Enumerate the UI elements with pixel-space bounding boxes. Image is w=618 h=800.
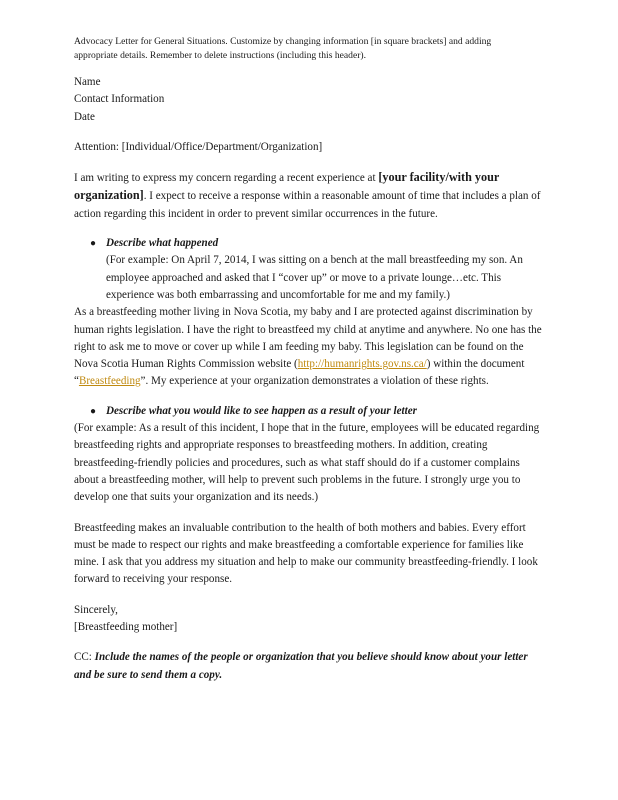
cc-label: CC: [74, 651, 95, 664]
letter-body [74, 35, 546, 684]
sender-contact: Contact Information [74, 93, 165, 106]
breastfeeding-document-link[interactable]: Breastfeeding [78, 375, 141, 388]
intro-post: . I expect to receive a response within a reasonable amount of time that includes a plan of action regarding this incident in order to prevent similar occurrences in the future. [74, 190, 541, 220]
sincerely-text: Sincerely, [74, 603, 118, 616]
instructions-header [74, 35, 546, 62]
bullet-desired-outcome [74, 403, 546, 420]
closing-paragraph: Breastfeeding makes an invaluable contribution to the health of both mothers and babies. Every effort must be made to respect our rights and make breastfeeding a comfortable experience for families like mine. I ask that you address my situation and help to make our community breastfeeding-friendly. I look forward to receiving your response. [74, 521, 538, 586]
bullet-icon: ● [90, 238, 97, 250]
bullet1-heading: Describe what happened [106, 237, 219, 250]
bullet-icon: ● [90, 405, 97, 417]
intro-pre: I am writing to express my concern regarding a recent experience at [74, 172, 379, 185]
bullet2-heading: Describe what you would like to see happen as a result of your letter [106, 404, 417, 417]
sender-date: Date [74, 110, 95, 123]
attention-line: Attention: [Individual/Office/Department/Organization] [74, 140, 323, 153]
sender-name: Name [74, 76, 101, 88]
intro-paragraph [74, 169, 546, 223]
bullet1-example: (For example: On April 7, 2014, I was sitting on a bench at the mall breastfeeding my son. An employee approached and asked that I “cover up” or move to a private lounge…etc. This experience was both embarrassing and uncomfortable for me and my family.) [106, 254, 523, 301]
signer-placeholder: [Breastfeeding mother] [74, 621, 178, 634]
rights-mid: ) within the document “ [74, 358, 525, 388]
facility-placeholder: [your facility/with your organization] [74, 170, 500, 203]
rights-paragraph [74, 304, 546, 390]
sender-block [74, 74, 546, 126]
cc-instructions: Include the names of the people or organization that you believe should know about your letter and be sure to send them a copy. [74, 651, 528, 681]
bullet2-example: (For example: As a result of this incident, I hope that in the future, employees will be educated regarding breastfeeding rights and appropriate responses to breastfeeding mothers. In addition, creating breastfeeding-friendly policies and procedures, such as what staff should do if a customer complains about a breastfeeding mother, will help to prevent such problems in the future. I strongly urge you to develop one that suits your organization and its needs.) [74, 422, 540, 504]
rights-pre: As a breastfeeding mother living in Nova Scotia, my baby and I are protected against discrimination by human rights legislation. I have the right to breastfeed my child at anytime and anywhere. No one has the right to ask me to move or cover up while I am feeding my baby. This legislation can be found on the Nova Scotia Human Rights Commission website ( [74, 306, 542, 371]
commission-url-link[interactable]: http://humanrights.gov.ns.ca/ [297, 358, 427, 371]
rights-post: ”. My experience at your organization demonstrates a violation of these rights. [140, 375, 489, 388]
bullet-describe-what-happened [74, 235, 546, 304]
header-line-1: Advocacy Letter for General Situations. Customize by changing information [in square brackets] and adding [74, 36, 492, 47]
cc-paragraph [74, 649, 546, 684]
header-line-2: appropriate details. Remember to delete instructions (including this header). [74, 49, 366, 61]
signoff-block [74, 602, 546, 637]
